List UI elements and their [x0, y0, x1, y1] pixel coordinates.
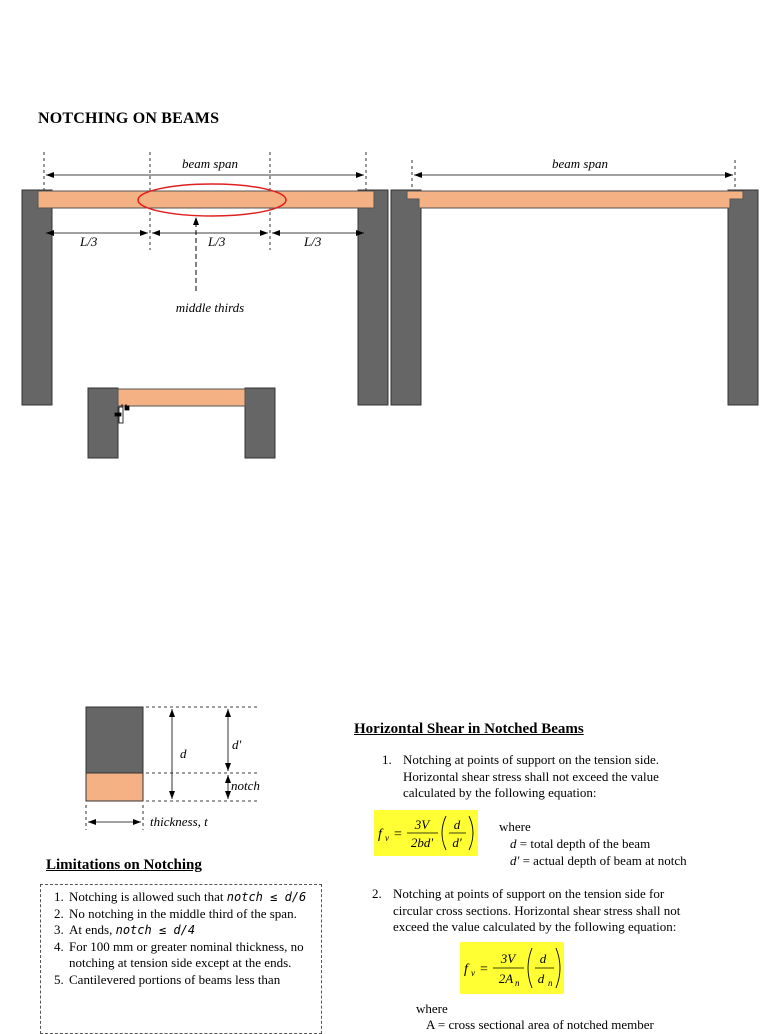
pointer-arrowhead [193, 217, 199, 225]
beam-notched-ends-diagram [385, 140, 765, 410]
third-label-3: L/3 [304, 234, 322, 249]
shear-item-1-where: where [499, 819, 531, 834]
beam-middle-thirds-diagram [0, 140, 400, 410]
svg-text:3V: 3V [414, 817, 430, 832]
shear-formula-2 [460, 942, 564, 994]
shear-item-2-line-2: circular cross sections. Horizontal shear stress shall not [393, 902, 681, 918]
shear-item-2-number: 2. [372, 886, 382, 901]
left-support-2 [391, 190, 421, 405]
notch-detail-diagram [85, 385, 280, 460]
svg-text:=: = [480, 962, 488, 977]
shear-item-1-def-2: d′ = actual depth of beam at notch [510, 853, 687, 868]
svg-text:2bd′: 2bd′ [410, 835, 434, 850]
section-notch [86, 773, 143, 801]
notched-beam [407, 191, 743, 208]
svg-text:n: n [515, 978, 520, 988]
svg-text:v: v [471, 968, 475, 978]
shear-item-2-def-1: A = cross sectional area of notched member [426, 1017, 654, 1032]
third-label-1: L/3 [80, 234, 98, 249]
limitation-item: 4. For 100 mm or greater nominal thickness, no notching at tension side except at the ends. [67, 939, 317, 972]
svg-text:=: = [394, 827, 402, 842]
third-label-2: L/3 [208, 234, 226, 249]
page-title: NOTCHING ON BEAMS [38, 110, 220, 127]
svg-text:3V: 3V [500, 951, 516, 966]
shear-item-2-line-3: exceed the value calculated by the following equation: [393, 919, 677, 934]
beam-span-label-2: beam span [552, 156, 608, 171]
limitation-item: 1. Notching is allowed such that notch ≤ d/6 [67, 889, 317, 906]
limitation-item: 3. At ends, notch ≤ d/4 [67, 922, 317, 939]
left-support [22, 190, 52, 405]
right-support [358, 190, 388, 405]
cross-section-diagram [80, 700, 280, 835]
beam-span-label: beam span [182, 156, 238, 171]
svg-text:d′: d′ [452, 835, 462, 850]
notch-label: notch [231, 778, 260, 793]
depth-prime-label: d′ [232, 737, 242, 752]
horizontal-shear-title: Horizontal Shear in Notched Beams [354, 721, 584, 737]
detail-right-support [245, 388, 275, 458]
shear-item-1-line-2: Horizontal shear stress shall not exceed the value [403, 768, 659, 784]
shear-formula-1 [374, 810, 478, 856]
svg-text:f: f [464, 962, 468, 977]
shear-item-1-line-3: calculated by the following equation: [403, 785, 597, 800]
thickness-label: thickness, t [150, 814, 208, 829]
svg-text:n: n [548, 978, 553, 988]
shear-item-2-text [393, 886, 733, 936]
shear-item-2-where: where [416, 1001, 448, 1016]
section-upper [86, 707, 143, 773]
svg-text:2A: 2A [498, 971, 514, 986]
depth-label: d [180, 746, 187, 761]
beam-span-arrow-2 [414, 172, 733, 178]
shear-item-1-line-1: Notching at points of support on the tension side. [403, 752, 660, 767]
svg-text:d: d [539, 951, 547, 966]
right-support-2 [728, 190, 758, 405]
svg-text:d: d [453, 817, 461, 832]
shear-item-1-text [403, 752, 733, 802]
shear-item-1-number: 1. [382, 752, 392, 767]
limitations-list [41, 889, 321, 988]
limitations-title: Limitations on Notching [46, 857, 202, 873]
detail-beam [118, 389, 245, 406]
svg-text:f: f [378, 827, 382, 842]
middle-thirds-label: middle thirds [175, 300, 245, 315]
shear-item-2-line-1: Notching at points of support on the tension side for [393, 886, 665, 901]
limitation-item: 5. Cantilevered portions of beams less than [67, 972, 317, 989]
limitation-item: 2. No notching in the middle third of the span. [67, 906, 317, 923]
detail-left-support [88, 388, 118, 458]
svg-text:d: d [537, 971, 545, 986]
svg-text:v: v [385, 833, 389, 843]
beam [38, 191, 374, 208]
shear-item-1-def-1: d = total depth of the beam [510, 836, 651, 851]
limitations-box [40, 884, 322, 1034]
beam-span-arrow [46, 172, 364, 178]
